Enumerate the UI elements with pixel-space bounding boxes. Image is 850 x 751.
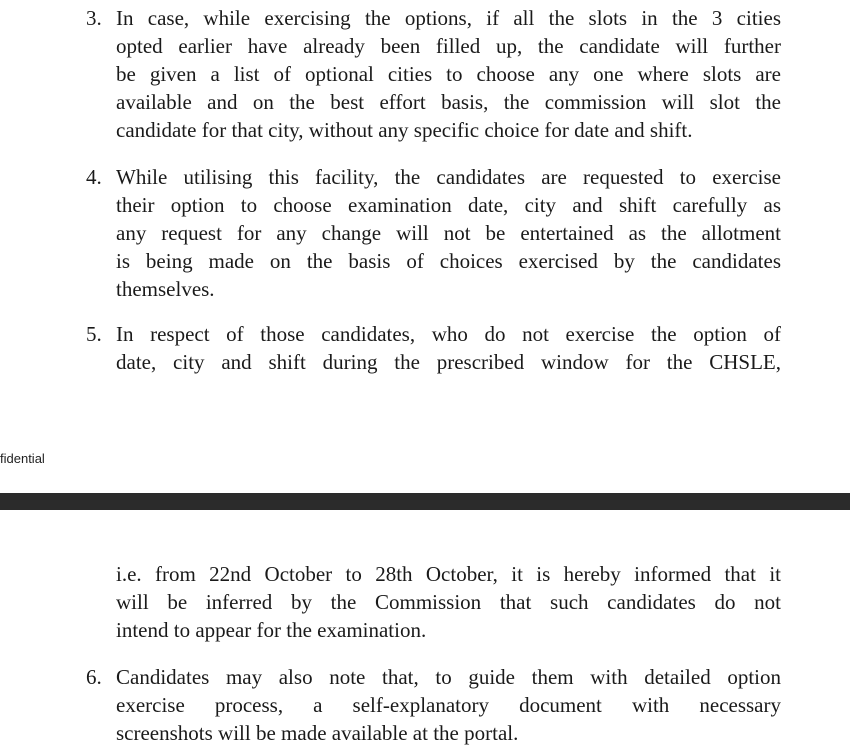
list-number: 3.	[86, 6, 102, 30]
text-line: any request for any change will not be entertained as the allotment	[116, 221, 781, 245]
text-line: candidate for that city, without any specific choice for date and shift.	[116, 118, 693, 142]
list-item-5	[86, 320, 781, 376]
list-number: 5.	[86, 322, 102, 346]
list-item-text	[116, 320, 781, 376]
text-line: available and on the best effort basis, the commission will slot the	[116, 90, 781, 114]
text-line: Candidates may also note that, to guide them with detailed option	[116, 665, 781, 689]
text-line: themselves.	[116, 277, 215, 301]
text-line: exercise process, a self-explanatory document with necessary	[116, 693, 781, 717]
list-item-text	[116, 163, 781, 303]
text-line: is being made on the basis of choices exercised by the candidates	[116, 249, 781, 273]
text-line: intend to appear for the examination.	[116, 618, 427, 642]
text-line: In respect of those candidates, who do not exercise the option of	[116, 322, 781, 346]
page-footer-label: fidential	[0, 451, 45, 466]
text-line: be given a list of optional cities to choose any one where slots are	[116, 62, 781, 86]
list-item-6	[86, 663, 781, 747]
list-item-4	[86, 163, 781, 303]
list-item-3	[86, 4, 781, 144]
list-item-text	[116, 4, 781, 144]
list-number: 6.	[86, 665, 102, 689]
page-separator	[0, 493, 850, 510]
list-item-text	[116, 663, 781, 747]
text-line: will be inferred by the Commission that such candidates do not	[116, 590, 781, 614]
text-line: date, city and shift during the prescribed window for the CHSLE,	[116, 350, 781, 374]
document-page-bottom	[0, 510, 850, 751]
text-line: i.e. from 22nd October to 28th October, it is hereby informed that it	[116, 562, 781, 586]
text-line: screenshots will be made available at the portal.	[116, 721, 519, 745]
text-line: their option to choose examination date, city and shift carefully as	[116, 193, 781, 217]
text-line: While utilising this facility, the candidates are requested to exercise	[116, 165, 781, 189]
text-line: In case, while exercising the options, if all the slots in the 3 cities	[116, 6, 781, 30]
list-item-5-continuation	[86, 560, 781, 644]
continuation-text	[116, 560, 781, 644]
text-line: opted earlier have already been filled up, the candidate will further	[116, 34, 781, 58]
list-number: 4.	[86, 165, 102, 189]
